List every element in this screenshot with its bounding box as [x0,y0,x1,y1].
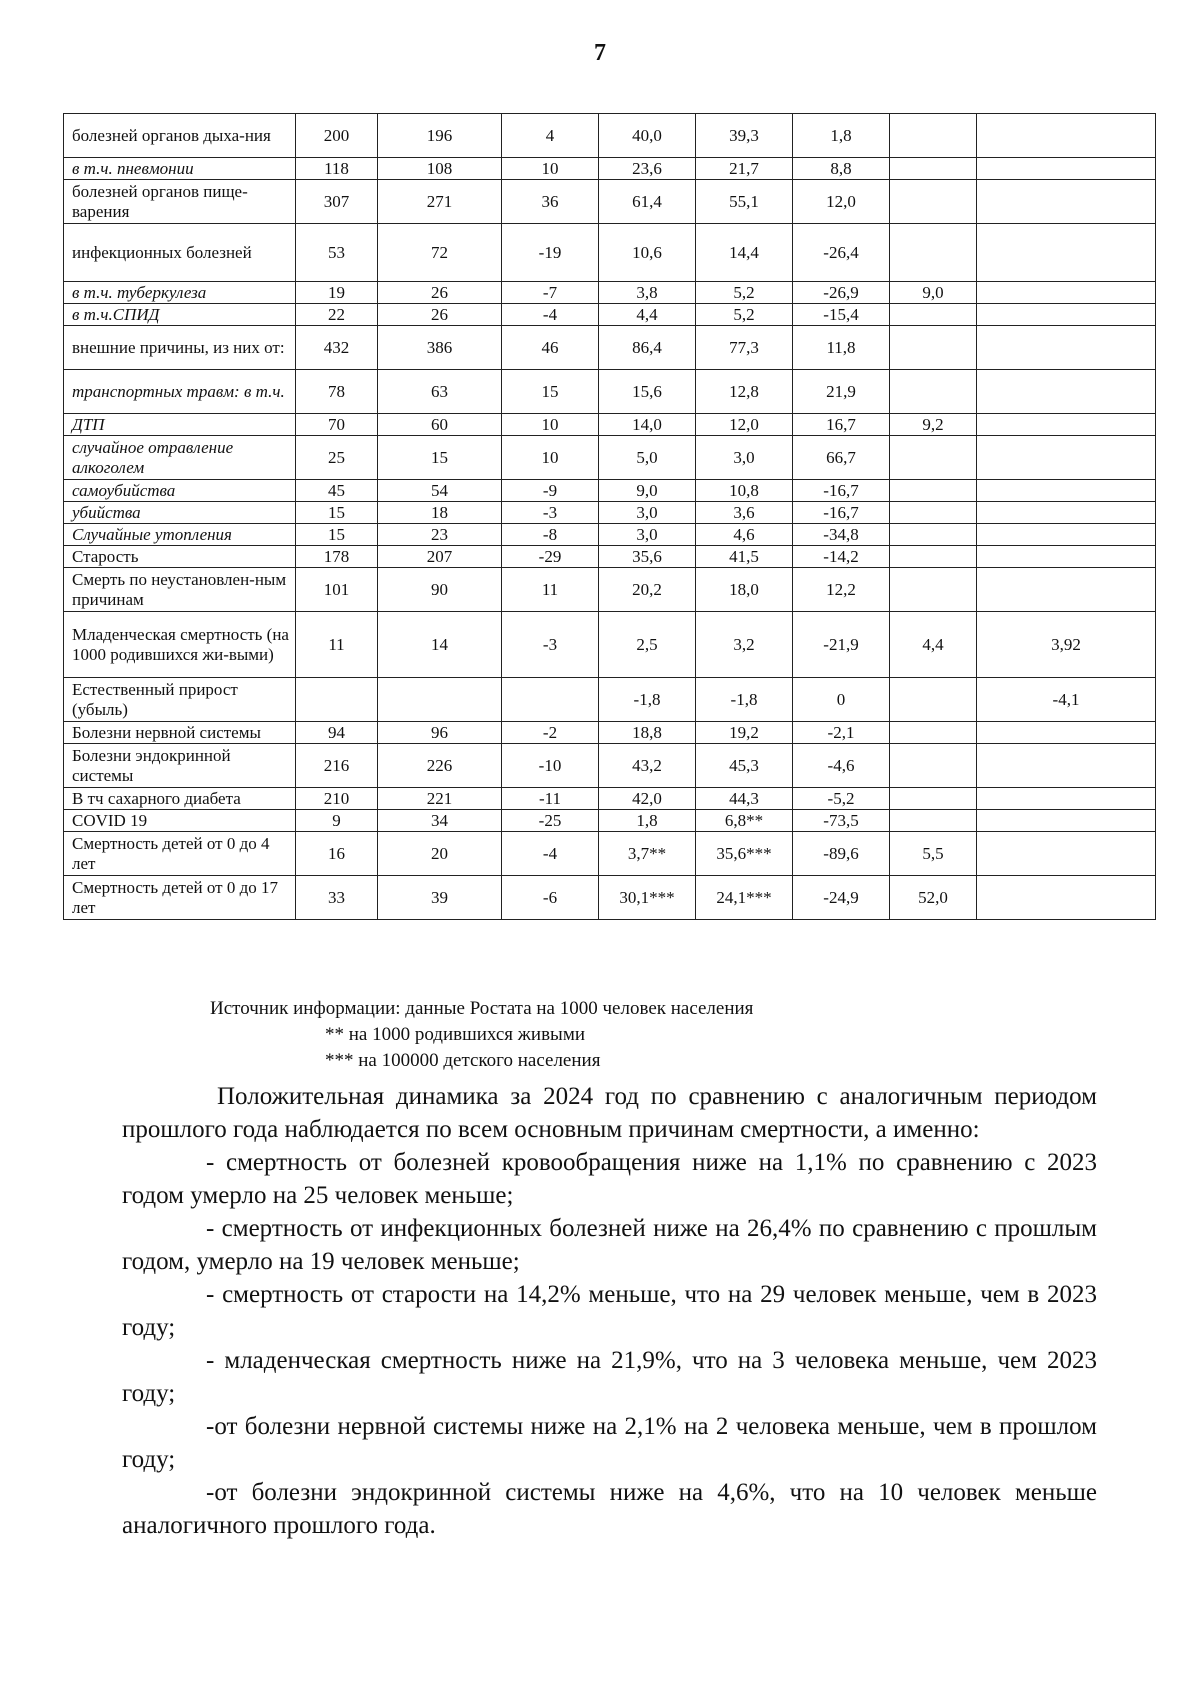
table-cell: -16,7 [793,502,890,524]
table-cell: -11 [502,788,599,810]
list-item: - смертность от старости на 14,2% меньше, что на 29 человек меньше, чем в 2023 году; [122,1281,1097,1341]
table-cell: 9,0 [599,480,696,502]
table-cell: -19 [502,224,599,282]
table-cell: 207 [378,546,502,568]
table-cell: -26,4 [793,224,890,282]
table-cell: 5,5 [890,832,977,876]
table-cell: -9 [502,480,599,502]
table-cell: 11 [296,612,378,678]
table-cell: 3,0 [599,502,696,524]
table-cell: 15 [502,370,599,414]
table-row [64,876,1156,920]
table-body [64,114,1156,920]
table-cell: -6 [502,876,599,920]
table-cell: 221 [378,788,502,810]
table-cell [890,502,977,524]
table-cell [890,568,977,612]
table-cell [977,414,1156,436]
table-cell [977,326,1156,370]
table-cell: 3,0 [599,524,696,546]
table-cell: 40,0 [599,114,696,158]
row-label: самоубийства [64,480,296,502]
table-cell [977,480,1156,502]
table-cell: -2,1 [793,722,890,744]
table-cell: 12,8 [696,370,793,414]
table-cell: 25 [296,436,378,480]
table-cell: -10 [502,744,599,788]
table-row [64,180,1156,224]
table-cell: -21,9 [793,612,890,678]
table-cell: 271 [378,180,502,224]
table-cell: 3,0 [696,436,793,480]
table-cell: 77,3 [696,326,793,370]
table-cell: -26,9 [793,282,890,304]
table-cell: 3,8 [599,282,696,304]
table-cell: 23,6 [599,158,696,180]
table-cell: 33 [296,876,378,920]
row-label: Случайные утопления [64,524,296,546]
table-cell: 18 [378,502,502,524]
table-cell: -4,1 [977,678,1156,722]
table-cell: -1,8 [599,678,696,722]
table-row [64,788,1156,810]
table-cell [890,678,977,722]
table-cell: 196 [378,114,502,158]
table-cell: 15 [378,436,502,480]
table-cell: 26 [378,282,502,304]
table-cell: 5,0 [599,436,696,480]
table-cell [977,524,1156,546]
table-cell [977,810,1156,832]
table-cell: 3,2 [696,612,793,678]
table-cell [977,224,1156,282]
row-label: ДТП [64,414,296,436]
table-cell: 96 [378,722,502,744]
table-cell: 72 [378,224,502,282]
table-cell [890,158,977,180]
table-cell: 226 [378,744,502,788]
table-cell: 60 [378,414,502,436]
row-label: в т.ч.СПИД [64,304,296,326]
table-cell: 16 [296,832,378,876]
table-cell: 34 [378,810,502,832]
row-label: убийства [64,502,296,524]
table-cell: -34,8 [793,524,890,546]
table-cell: -1,8 [696,678,793,722]
table-cell [977,304,1156,326]
row-label: болезней органов пище-варения [64,180,296,224]
table-cell: 23 [378,524,502,546]
table-cell: 21,9 [793,370,890,414]
table-cell [977,370,1156,414]
row-label: в т.ч. туберкулеза [64,282,296,304]
row-label: инфекционных болезней [64,224,296,282]
list-item: - смертность от болезней кровообращения ниже на 1,1% по сравнению с 2023 годом умерло на 25 человек меньше; [122,1149,1097,1209]
table-cell [890,180,977,224]
table-cell: 4,4 [890,612,977,678]
table-cell: 15 [296,524,378,546]
table-cell: 24,1*** [696,876,793,920]
table-cell: 45,3 [696,744,793,788]
table-cell [890,546,977,568]
table-cell: 20,2 [599,568,696,612]
table-row [64,502,1156,524]
intro-paragraph: Положительная динамика за 2024 год по сравнению с аналогичным периодом прошлого года наблюдается по всем основным причинам смертности, а именно: [122,1083,1097,1143]
table-row [64,810,1156,832]
list-item: -от болезни эндокринной системы ниже на 4,6%, что на 10 человек меньше аналогичного прошлого года. [122,1479,1097,1539]
table-cell: 6,8** [696,810,793,832]
table-cell: 14,4 [696,224,793,282]
table-cell: 14,0 [599,414,696,436]
table-cell: 39 [378,876,502,920]
table-cell: 3,7** [599,832,696,876]
table-cell: 22 [296,304,378,326]
table-cell: 94 [296,722,378,744]
table-cell: 41,5 [696,546,793,568]
table-cell [378,678,502,722]
row-label: болезней органов дыха-ния [64,114,296,158]
table-row [64,158,1156,180]
row-label: Смертность детей от 0 до 17 лет [64,876,296,920]
table-row [64,612,1156,678]
table-cell [890,224,977,282]
list-item: -от болезни нервной системы ниже на 2,1% на 2 человека меньше, чем в прошлом году; [122,1413,1097,1473]
table-cell [296,678,378,722]
table-cell: 46 [502,326,599,370]
table-cell: 5,2 [696,282,793,304]
row-label: Болезни эндокринной системы [64,744,296,788]
table-row [64,436,1156,480]
table-cell: 18,0 [696,568,793,612]
row-label: Смерть по неустановлен-ным причинам [64,568,296,612]
row-label: случайное отравление алкоголем [64,436,296,480]
table-cell: 9,2 [890,414,977,436]
table-cell: 11 [502,568,599,612]
table-cell: 16,7 [793,414,890,436]
table-cell: 53 [296,224,378,282]
table-cell [890,436,977,480]
table-cell: 9,0 [890,282,977,304]
table-cell: 54 [378,480,502,502]
table-cell: -89,6 [793,832,890,876]
table-cell: 90 [378,568,502,612]
table-cell: 86,4 [599,326,696,370]
table-cell [890,810,977,832]
table-cell: 101 [296,568,378,612]
row-label: Естественный прирост (убыль) [64,678,296,722]
table-cell: 35,6 [599,546,696,568]
table-cell: 200 [296,114,378,158]
table-cell [977,568,1156,612]
table-cell: 52,0 [890,876,977,920]
table-cell [890,114,977,158]
table-cell: -29 [502,546,599,568]
table-cell [977,158,1156,180]
list-item: - младенческая смертность ниже на 21,9%, что на 3 человека меньше, чем 2023 году; [122,1347,1097,1407]
table-cell: 70 [296,414,378,436]
table-row [64,414,1156,436]
table-cell [977,788,1156,810]
table-cell: -7 [502,282,599,304]
table-cell: -4 [502,304,599,326]
table-row [64,744,1156,788]
footnote-triple-star: *** на 100000 детского населения [325,1050,601,1071]
table-cell [890,326,977,370]
table-cell: 210 [296,788,378,810]
table-cell: 108 [378,158,502,180]
table-row [64,224,1156,282]
row-label: COVID 19 [64,810,296,832]
table-row [64,832,1156,876]
row-label: В тч сахарного диабета [64,788,296,810]
row-label: Болезни нервной системы [64,722,296,744]
table-cell: 21,7 [696,158,793,180]
table-row [64,546,1156,568]
table-cell: 26 [378,304,502,326]
table-row [64,480,1156,502]
table-cell: -14,2 [793,546,890,568]
table-cell: -73,5 [793,810,890,832]
table-cell: -8 [502,524,599,546]
table-cell: 10,6 [599,224,696,282]
table-cell [977,744,1156,788]
table-cell: -16,7 [793,480,890,502]
table-row [64,524,1156,546]
table-cell: 42,0 [599,788,696,810]
table-cell: 432 [296,326,378,370]
body-text [122,1080,1097,1542]
table-cell: 386 [378,326,502,370]
table-cell: 36 [502,180,599,224]
table-cell: 19,2 [696,722,793,744]
row-label: Смертность детей от 0 до 4 лет [64,832,296,876]
table-cell [890,480,977,502]
table-cell: -2 [502,722,599,744]
table-cell [977,722,1156,744]
table-cell [977,502,1156,524]
table-row [64,568,1156,612]
table-cell [890,370,977,414]
row-label: транспортных травм: в т.ч. [64,370,296,414]
mortality-table [63,113,1156,920]
table-cell [890,722,977,744]
row-label: внешние причины, из них от: [64,326,296,370]
table-cell: 0 [793,678,890,722]
source-note: Источник информации: данные Ростата на 1000 человек населения [210,998,754,1019]
table-cell: 5,2 [696,304,793,326]
table-cell: -3 [502,612,599,678]
table-cell: 307 [296,180,378,224]
table-row [64,678,1156,722]
table-cell [890,788,977,810]
table-cell: 35,6*** [696,832,793,876]
table-cell: -15,4 [793,304,890,326]
table-cell [977,114,1156,158]
table-row [64,326,1156,370]
table-cell [977,876,1156,920]
table-cell: -24,9 [793,876,890,920]
table-cell: 4 [502,114,599,158]
table-cell: -25 [502,810,599,832]
table-cell: 55,1 [696,180,793,224]
table-cell: 66,7 [793,436,890,480]
footnote-double-star: ** на 1000 родившихся живыми [325,1024,586,1045]
table-cell [890,524,977,546]
table-cell: 63 [378,370,502,414]
table-cell: 12,2 [793,568,890,612]
table-cell: 4,4 [599,304,696,326]
table-cell: 9 [296,810,378,832]
table-cell: 178 [296,546,378,568]
table-cell: 10,8 [696,480,793,502]
table-cell: 2,5 [599,612,696,678]
table-cell: -3 [502,502,599,524]
table-cell [890,744,977,788]
table-cell: -4,6 [793,744,890,788]
table-cell [890,304,977,326]
table-cell [977,180,1156,224]
table-cell [977,546,1156,568]
table-cell: 4,6 [696,524,793,546]
page-number: 7 [594,40,606,66]
table-cell: -5,2 [793,788,890,810]
table-cell: 19 [296,282,378,304]
row-label: Старость [64,546,296,568]
table-cell: 15,6 [599,370,696,414]
table-cell: 43,2 [599,744,696,788]
row-label: Младенческая смертность (на 1000 родившихся жи-выми) [64,612,296,678]
table-cell: 15 [296,502,378,524]
table-cell: 14 [378,612,502,678]
table-cell: 12,0 [696,414,793,436]
table-cell [977,436,1156,480]
table-notes [210,996,1110,1074]
table-cell: 3,6 [696,502,793,524]
table-cell: 1,8 [793,114,890,158]
table-cell [977,282,1156,304]
table-cell: 39,3 [696,114,793,158]
table-cell: 10 [502,158,599,180]
table-cell: 1,8 [599,810,696,832]
table-cell: 30,1*** [599,876,696,920]
table-cell: -4 [502,832,599,876]
table-cell: 118 [296,158,378,180]
table-cell: 61,4 [599,180,696,224]
table-cell: 18,8 [599,722,696,744]
table-cell: 10 [502,414,599,436]
table-row [64,722,1156,744]
table-row [64,282,1156,304]
list-item: - смертность от инфекционных болезней ниже на 26,4% по сравнению с прошлым годом, умерло на 19 человек меньше; [122,1215,1097,1275]
table-cell: 20 [378,832,502,876]
table-cell: 10 [502,436,599,480]
table-row [64,304,1156,326]
row-label: в т.ч. пневмонии [64,158,296,180]
table-cell: 78 [296,370,378,414]
table-cell [502,678,599,722]
table-cell: 11,8 [793,326,890,370]
table-cell: 45 [296,480,378,502]
table-cell: 12,0 [793,180,890,224]
table-cell: 44,3 [696,788,793,810]
table-cell: 8,8 [793,158,890,180]
table-cell [977,832,1156,876]
table-row [64,370,1156,414]
table-cell: 3,92 [977,612,1156,678]
table-cell: 216 [296,744,378,788]
table-row [64,114,1156,158]
